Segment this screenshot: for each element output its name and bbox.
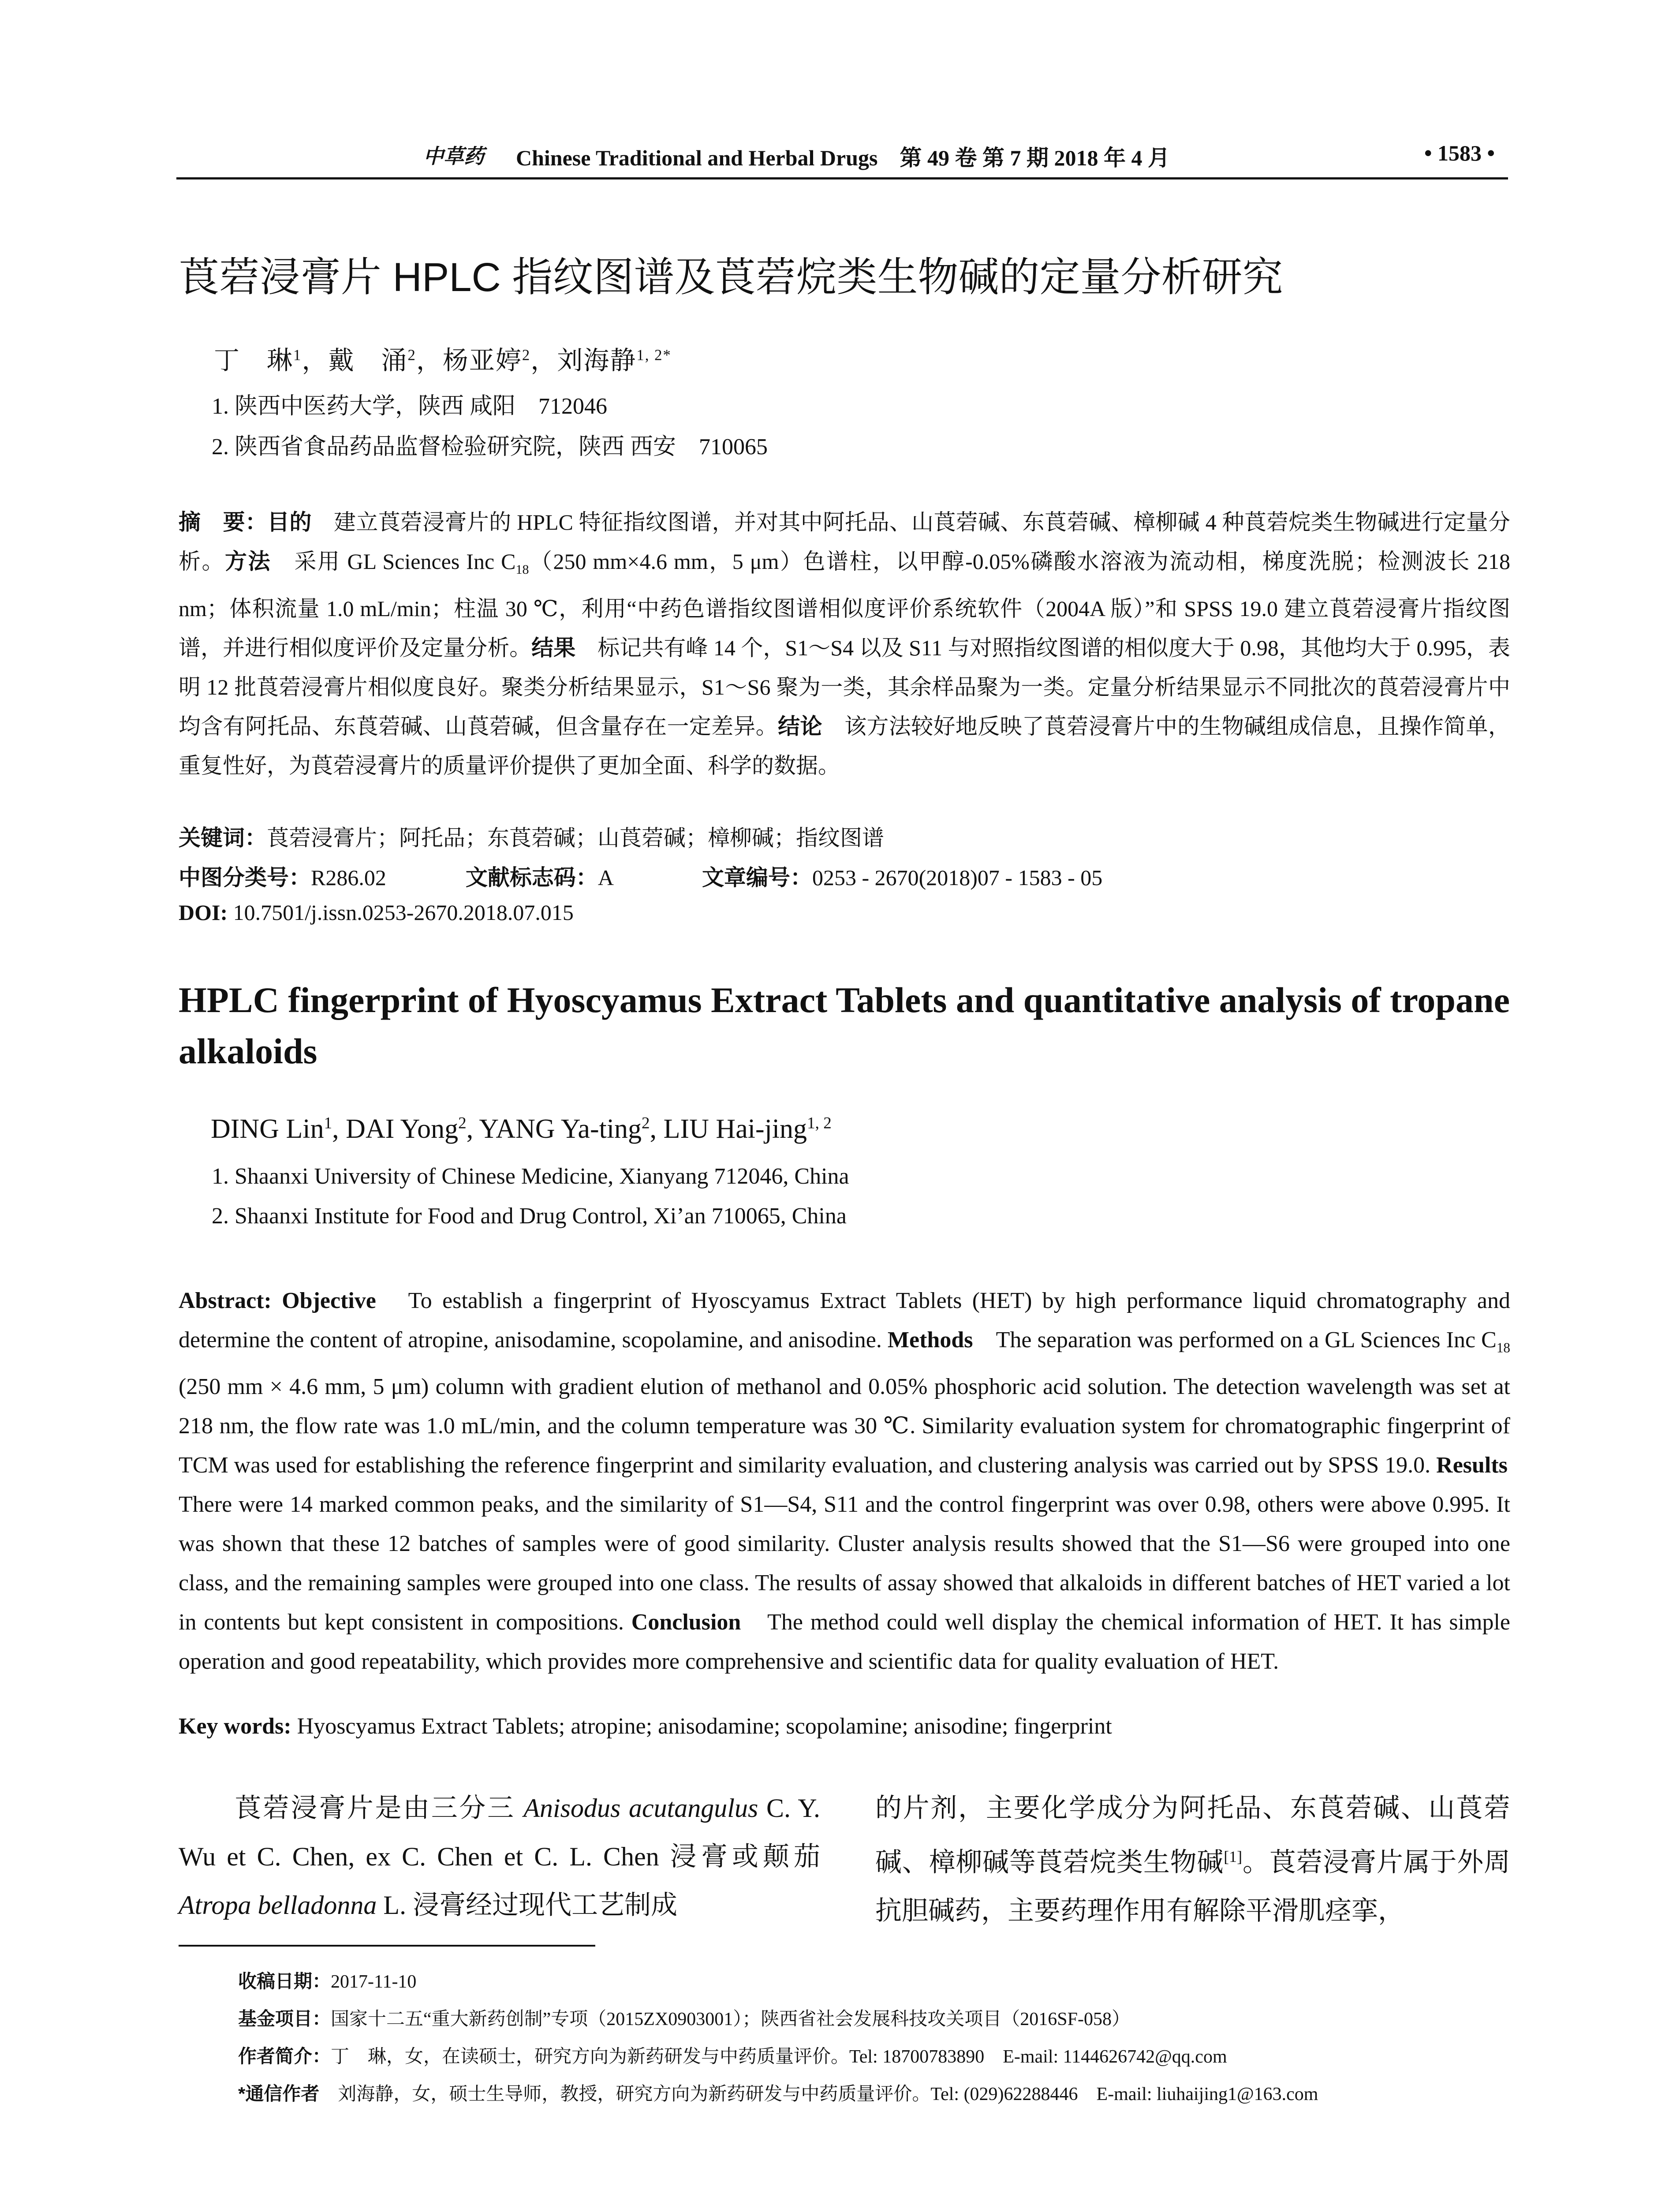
cn-conclusion-text: 该方法较好地反映了莨菪浸膏片中的生物碱组成信息，且操作简单，重复性好，为莨菪浸膏片的质量评价提供了更加全面、科学的数据。 — [179, 714, 1511, 778]
en-author-1-sup: 1 — [324, 1114, 332, 1132]
cn-keywords-row — [179, 820, 884, 852]
citation-ref: [1] — [1224, 1848, 1243, 1865]
footnote-corresponding — [238, 2079, 1318, 2106]
en-methods-text-cont: (250 mm × 4.6 mm, 5 μm) column with gradient elution of methanol and 0.05% phosphoric acid solution. The detection wavelength was set at 218 nm, the flow rate was 1.0 mL/min, and the column temperature was 30 ℃. Similarity evaluation system for chromatographic fingerprint of TCM was used for establishing the reference fingerprint and similarity evaluation, and clustering analysis was carried out by SPSS 19.0. — [179, 1374, 1510, 1478]
fund-label: 基金项目： — [238, 2008, 331, 2029]
en-keywords: Hyoscyamus Extract Tablets; atropine; anisodamine; scopolamine; anisodine; fingerprint — [291, 1714, 1112, 1739]
cn-keywords-label: 关键词： — [179, 826, 267, 850]
fund-text: 国家十二五“重大新药创制”专项（2015ZX0903001）；陕西省社会发展科技攻关项目（2016SF-058） — [331, 2009, 1130, 2029]
body-column-left — [179, 1784, 820, 1929]
footnote-rule — [179, 1945, 595, 1947]
footnote-funding — [238, 2004, 1130, 2031]
article-id-label: 文章编号： — [702, 865, 812, 890]
en-objective-text: To establish a fingerprint of Hyoscyamus Extract Tablets (HET) by high performance liquid chromatography and determine the content of atropine, anisodamine, scopolamine, and anisodine. — [179, 1288, 1510, 1353]
cn-abstract-label: 摘 要： — [179, 510, 268, 534]
cn-author-1-sup: 1 — [293, 346, 302, 364]
cn-conclusion-label: 结论 — [778, 714, 822, 739]
body-left-text-2: C. Y. Wu et C. Chen, ex C. Chen et C. L. Chen 浸膏或颠茄 — [179, 1794, 820, 1871]
en-keywords-label: Key words: — [179, 1714, 291, 1739]
page-number: • 1583 • — [1424, 141, 1495, 165]
journal-logo: 中草药 — [423, 145, 484, 168]
en-methods-subscript: 18 — [1496, 1340, 1510, 1356]
body-left-text-3: L. 浸膏经过现代工艺制成 — [377, 1891, 678, 1920]
en-abstract — [179, 1281, 1531, 1681]
body-left-text: 莨菪浸膏片是由三分三 — [179, 1794, 524, 1823]
en-methods-label: Methods — [887, 1327, 973, 1353]
doc-code-label: 文献标志码： — [465, 865, 598, 890]
article-id-value: 0253 - 2670(2018)07 - 1583 - 05 — [812, 865, 1103, 890]
en-author-4: , LIU Hai-jing — [650, 1114, 807, 1144]
clc-value: R286.02 — [311, 865, 386, 890]
body-column-right — [875, 1784, 1510, 1935]
cn-keywords: 莨菪浸膏片；阿托品；东莨菪碱；山莨菪碱；樟柳碱；指纹图谱 — [267, 826, 884, 850]
author-bio-text: 丁 琳，女，在读硕士，研究方向为新药研发与中药质量评价。Tel: 18700783890 E-mail: 1144626742@qq.com — [331, 2047, 1227, 2067]
cn-author-4: 刘海静 — [557, 346, 637, 375]
en-authors — [211, 1114, 832, 1145]
cn-methods-text-cont: （250 mm×4.6 mm，5 μm）色谱柱，以甲醇-0.05%磷酸水溶液为流动相，梯度洗脱；检测波长 218 nm；体积流量 1.0 mL/min；柱温 30 ℃，利用“中药色谱指纹图谱相似度评价系统软件（2004A 版）”和 SPSS 19.0 建立莨菪浸膏片指纹图谱，并进行相似度评价及定量分析。 — [179, 549, 1511, 660]
cn-author-4-sup: 1, 2* — [636, 346, 672, 364]
cn-author-3: 杨亚婷 — [442, 346, 522, 375]
en-abstract-label: Abstract: — [179, 1288, 272, 1313]
header-rule — [176, 177, 1508, 179]
cn-author-sep: ， — [416, 346, 443, 375]
cn-author-2: 戴 涌 — [328, 346, 408, 375]
doc-code-value: A — [597, 865, 614, 890]
en-author-2-sup: 2 — [458, 1114, 467, 1132]
en-affiliation-2: 2. Shaanxi Institute for Food and Drug Control, Xi’an 710065, China — [212, 1203, 847, 1229]
doi-row — [179, 900, 574, 925]
en-conclusion-label: Conclusion — [631, 1610, 741, 1635]
cn-methods-label: 方法 — [225, 549, 272, 574]
cn-affiliation-2: 2. 陕西省食品药品监督检验研究院，陕西 西安 710065 — [212, 434, 768, 460]
cn-classification-row — [179, 860, 1102, 892]
en-author-3: , YANG Ya-ting — [466, 1114, 642, 1144]
journal-title: Chinese Traditional and Herbal Drugs 第 49 卷 第 7 期 2018 年 4 月 — [516, 146, 1170, 170]
cn-objective-label: 目的 — [267, 510, 312, 534]
cn-author-sep: ， — [530, 346, 557, 375]
en-title: HPLC fingerprint of Hyoscyamus Extract Tablets and quantitative analysis of tropane alkaloids — [179, 980, 1510, 1071]
body-right-text-2: 。莨菪浸膏片属于外周抗胆碱药，主要药理作用有解除平滑肌痉挛， — [875, 1848, 1511, 1925]
en-objective-label: Objective — [271, 1288, 376, 1313]
species-name-1: Anisodus acutangulus — [523, 1794, 758, 1823]
corresp-label: *通信作者 — [238, 2083, 320, 2104]
corresp-text: 刘海静，女，硕士生导师，教授，研究方向为新药研发与中药质量评价。Tel: (029)62288446 E-mail: liuhaijing1@163.com — [319, 2084, 1318, 2104]
clc-label: 中图分类号： — [179, 865, 311, 890]
footnote-author-bio — [238, 2042, 1227, 2068]
en-affiliation-1: 1. Shaanxi University of Chinese Medicine, Xianyang 712046, China — [212, 1164, 849, 1189]
en-results-text: There were 14 marked common peaks, and the similarity of S1—S4, S11 and the control fingerprint was over 0.98, others were above 0.995. It was shown that these 12 batches of samples were of good similarity. Cluster analysis results showed that the S1—S6 were grouped into one class, and the remaining samples were grouped into one class. The results of assay showed that alkaloids in different batches of HET varied a lot in contents but kept consistent in compositions. — [179, 1453, 1531, 1635]
cn-results-text: 标记共有峰 14 个，S1～S4 以及 S11 与对照指纹图谱的相似度大于 0.98，其他均大于 0.995，表明 12 批莨菪浸膏片相似度良好。聚类分析结果显示，S1～S6 聚为一类，其余样品聚为一类。定量分析结果显示不同批次的莨菪浸膏片中均含有阿托品、东莨菪碱、山莨菪碱，但含量存在一定差异。 — [179, 635, 1510, 739]
en-author-4-sup: 1, 2 — [807, 1114, 832, 1132]
cn-affiliation-1: 1. 陕西中医药大学，陕西 咸阳 712046 — [212, 394, 608, 419]
cn-title: 莨菪浸膏片 HPLC 指纹图谱及莨菪烷类生物碱的定量分析研究 — [179, 255, 1283, 300]
cn-objective-text: 建立莨菪浸膏片的 HPLC 特征指纹图谱，并对其中阿托品、山莨菪碱、东莨菪碱、樟柳碱 4 种莨菪烷类生物碱进行定量分析。 — [179, 510, 1511, 574]
cn-authors — [214, 340, 672, 377]
footnote-received — [238, 1967, 416, 1993]
en-author-2: , DAI Yong — [332, 1114, 459, 1144]
cn-author-2-sup: 2 — [407, 346, 416, 364]
cn-author-sep: ， — [302, 346, 329, 375]
cn-methods-text: 采用 GL Sciences Inc C — [271, 549, 516, 574]
en-methods-text: The separation was performed on a GL Sciences Inc C — [973, 1327, 1497, 1353]
received-date: 2017-11-10 — [331, 1972, 417, 1992]
received-label: 收稿日期： — [238, 1971, 331, 1992]
cn-abstract — [179, 503, 1510, 785]
doi-label: DOI: — [179, 900, 228, 925]
cn-results-label: 结果 — [531, 635, 576, 660]
doi-value: 10.7501/j.issn.0253-2670.2018.07.015 — [228, 900, 574, 925]
running-header — [176, 140, 1508, 176]
author-bio-label: 作者简介： — [238, 2046, 331, 2067]
cn-author-1: 丁 琳 — [214, 346, 294, 375]
cn-methods-subscript: 18 — [515, 562, 529, 577]
cn-author-3-sup: 2 — [522, 346, 531, 364]
en-author-1: DING Lin — [211, 1114, 324, 1144]
body-right-text: 的片剂，主要化学成分为阿托品、东莨菪碱、山莨菪碱、樟柳碱等莨菪烷类生物碱 — [875, 1794, 1510, 1877]
en-keywords-row — [179, 1713, 1112, 1739]
species-name-2: Atropa belladonna — [179, 1891, 377, 1920]
en-author-3-sup: 2 — [642, 1114, 650, 1132]
en-results-label: Results — [1436, 1453, 1508, 1478]
en-conclusion-text: The method could well display the chemical information of HET. It has simple operation and good repeatability, which provides more comprehensive and scientific data for quality evaluation of HET. — [179, 1610, 1510, 1674]
